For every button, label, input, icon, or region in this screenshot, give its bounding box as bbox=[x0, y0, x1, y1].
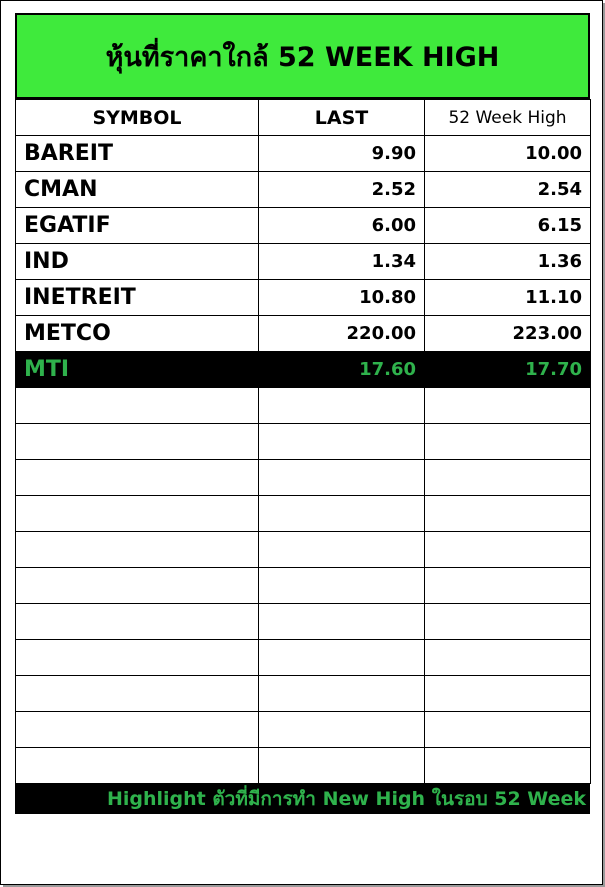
symbol-cell: BAREIT bbox=[16, 136, 259, 172]
header-row bbox=[16, 100, 591, 136]
table-row-highlighted bbox=[16, 352, 591, 388]
last-cell: 1.34 bbox=[259, 244, 425, 280]
empty-cell bbox=[425, 676, 591, 712]
empty-row bbox=[16, 712, 591, 748]
empty-cell bbox=[425, 604, 591, 640]
empty-cell bbox=[425, 640, 591, 676]
empty-cell bbox=[425, 712, 591, 748]
table-row bbox=[16, 280, 591, 316]
empty-cell bbox=[259, 460, 425, 496]
empty-cell bbox=[425, 748, 591, 784]
empty-cell bbox=[16, 532, 259, 568]
empty-cell bbox=[16, 568, 259, 604]
empty-cell bbox=[16, 604, 259, 640]
stock-table bbox=[15, 99, 591, 784]
empty-cell bbox=[425, 388, 591, 424]
last-cell: 9.90 bbox=[259, 136, 425, 172]
footer-note bbox=[15, 784, 590, 814]
header-symbol: SYMBOL bbox=[16, 100, 259, 136]
empty-cell bbox=[259, 748, 425, 784]
empty-cell bbox=[16, 748, 259, 784]
table-row bbox=[16, 244, 591, 280]
empty-row bbox=[16, 676, 591, 712]
last-cell: 2.52 bbox=[259, 172, 425, 208]
last-cell: 6.00 bbox=[259, 208, 425, 244]
high-cell: 2.54 bbox=[425, 172, 591, 208]
empty-row bbox=[16, 568, 591, 604]
symbol-cell: MTI bbox=[16, 352, 259, 388]
empty-cell bbox=[425, 496, 591, 532]
empty-cell bbox=[16, 388, 259, 424]
table-row bbox=[16, 136, 591, 172]
empty-cell bbox=[16, 460, 259, 496]
header-52-week-high: 52 Week High bbox=[425, 100, 591, 136]
empty-row bbox=[16, 424, 591, 460]
empty-cell bbox=[259, 676, 425, 712]
symbol-cell: EGATIF bbox=[16, 208, 259, 244]
empty-cell bbox=[425, 568, 591, 604]
high-cell: 10.00 bbox=[425, 136, 591, 172]
table-row bbox=[16, 172, 591, 208]
empty-cell bbox=[425, 424, 591, 460]
sheet-title: หุ้นที่ราคาใกล้ 52 WEEK HIGH bbox=[15, 13, 590, 99]
last-cell: 220.00 bbox=[259, 316, 425, 352]
empty-row bbox=[16, 748, 591, 784]
empty-cell bbox=[16, 676, 259, 712]
empty-row bbox=[16, 496, 591, 532]
empty-cell bbox=[259, 532, 425, 568]
footer-text: Highlight ตัวที่มีการทำ New High ในรอบ 52 Week bbox=[106, 788, 586, 810]
high-cell: 1.36 bbox=[425, 244, 591, 280]
high-cell: 11.10 bbox=[425, 280, 591, 316]
empty-row bbox=[16, 460, 591, 496]
empty-row bbox=[16, 640, 591, 676]
empty-cell bbox=[425, 532, 591, 568]
symbol-cell: METCO bbox=[16, 316, 259, 352]
empty-cell bbox=[259, 604, 425, 640]
empty-cell bbox=[259, 640, 425, 676]
header-last: LAST bbox=[259, 100, 425, 136]
empty-cell bbox=[16, 424, 259, 460]
high-cell: 17.70 bbox=[425, 352, 591, 388]
empty-row bbox=[16, 532, 591, 568]
last-cell: 10.80 bbox=[259, 280, 425, 316]
empty-cell bbox=[259, 712, 425, 748]
empty-cell bbox=[16, 640, 259, 676]
table-row bbox=[16, 316, 591, 352]
symbol-cell: INETREIT bbox=[16, 280, 259, 316]
empty-cell bbox=[259, 568, 425, 604]
empty-cell bbox=[259, 496, 425, 532]
stock-sheet bbox=[15, 13, 590, 814]
empty-cell bbox=[16, 712, 259, 748]
empty-cell bbox=[16, 496, 259, 532]
empty-row bbox=[16, 388, 591, 424]
last-cell: 17.60 bbox=[259, 352, 425, 388]
symbol-cell: CMAN bbox=[16, 172, 259, 208]
table-body bbox=[16, 136, 591, 784]
empty-cell bbox=[425, 460, 591, 496]
symbol-cell: IND bbox=[16, 244, 259, 280]
empty-cell bbox=[259, 388, 425, 424]
empty-cell bbox=[259, 424, 425, 460]
empty-row bbox=[16, 604, 591, 640]
table-row bbox=[16, 208, 591, 244]
high-cell: 6.15 bbox=[425, 208, 591, 244]
high-cell: 223.00 bbox=[425, 316, 591, 352]
